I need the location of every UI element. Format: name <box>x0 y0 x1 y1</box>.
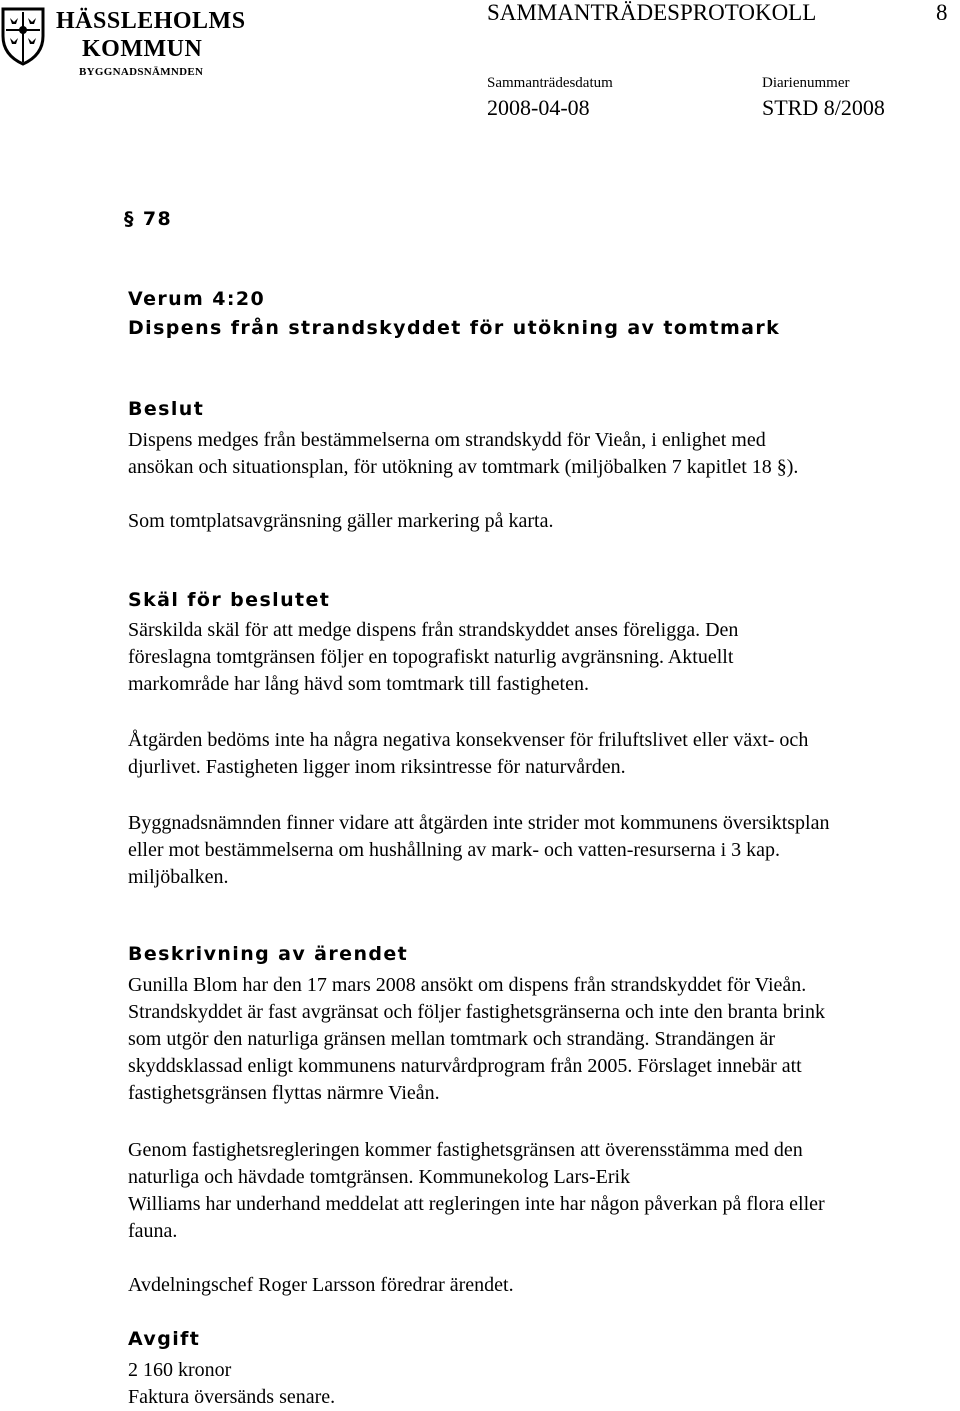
logo-line-3: BYGGNADSNÄMNDEN <box>79 66 204 78</box>
invoice-note: Faktura översänds senare. <box>128 1386 336 1408</box>
meeting-date: 2008-04-08 <box>487 95 590 120</box>
text-line: föreslagna tomtgränsen följer en topografiskt naturlig avgränsning. Aktuellt <box>128 646 734 668</box>
register-number: STRD 8/2008 <box>762 95 885 120</box>
municipality-logo <box>0 2 246 82</box>
text-line: Särskilda skäl för att medge dispens från strandskyddet anses föreligga. Den <box>128 619 739 641</box>
text-line: Åtgärden bedöms inte ha några negativa konsekvenser för friluftslivet eller växt- och <box>128 729 809 751</box>
avgift-details <box>128 1357 335 1411</box>
skal-paragraph-1 <box>128 617 738 698</box>
skal-paragraph-2 <box>128 727 808 781</box>
text-line: skyddsklassad enligt kommunens naturvårdprogram från 2005. Förslaget innebär att <box>128 1055 802 1077</box>
protocol-title: SAMMANTRÄDESPROTOKOLL <box>487 0 817 25</box>
coat-of-arms-icon <box>0 6 46 66</box>
case-title-line-2: Dispens från strandskyddet för utökning av tomtmark <box>128 317 781 339</box>
fee-amount: 2 160 kronor <box>128 1359 232 1381</box>
avgift-heading: Avgift <box>128 1328 201 1350</box>
register-number-label: Diarienummer <box>762 75 850 91</box>
beslut-paragraph-2: Som tomtplatsavgränsning gäller markering på karta. <box>128 510 554 532</box>
meeting-date-label: Sammanträdesdatum <box>487 75 613 91</box>
page-number: 8 <box>936 0 948 25</box>
text-line: fauna. <box>128 1220 178 1242</box>
text-line: miljöbalken. <box>128 866 229 888</box>
text-line: Gunilla Blom har den 17 mars 2008 ansökt om dispens från strandskyddet för Vieån. <box>128 974 807 996</box>
beslut-heading: Beslut <box>128 398 205 420</box>
text-line: som utgör den naturliga gränsen mellan tomtmark och strandäng. Strandängen är <box>128 1028 776 1050</box>
beskrivning-paragraph-3: Avdelningschef Roger Larsson föredrar ärendet. <box>128 1274 514 1296</box>
skal-heading: Skäl för beslutet <box>128 589 331 611</box>
text-line: ansökan och situationsplan, för utökning av tomtmark (miljöbalken 7 kapitlet 18 §). <box>128 456 799 478</box>
text-line: naturliga och hävdade tomtgränsen. Kommunekolog Lars-Erik <box>128 1166 631 1188</box>
text-line: Strandskyddet är fast avgränsat och följer fastighetsgränserna och inte den branta brink <box>128 1001 825 1023</box>
beslut-paragraph-1 <box>128 427 798 481</box>
logo-line-2: KOMMUN <box>82 36 203 62</box>
beskrivning-heading: Beskrivning av ärendet <box>128 943 409 965</box>
logo-line-1: HÄSSLEHOLMS <box>56 8 246 34</box>
text-line: markområde har lång hävd som tomtmark till fastigheten. <box>128 673 589 695</box>
paragraph-number: § 78 <box>124 208 173 230</box>
text-line: djurlivet. Fastigheten ligger inom riksintresse för naturvården. <box>128 756 626 778</box>
beskrivning-paragraph-2 <box>128 1137 825 1245</box>
text-line: Williams har underhand meddelat att regleringen inte har någon påverkan på flora eller <box>128 1193 825 1215</box>
beskrivning-paragraph-1 <box>128 972 825 1107</box>
skal-paragraph-3 <box>128 810 830 891</box>
text-line: Dispens medges från bestämmelserna om strandskydd för Vieån, i enlighet med <box>128 429 766 451</box>
text-line: Byggnadsnämnden finner vidare att åtgärden inte strider mot kommunens översiktsplan <box>128 812 830 834</box>
text-line: Genom fastighetsregleringen kommer fastighetsgränsen att överensstämma med den <box>128 1139 803 1161</box>
case-title-line-1: Verum 4:20 <box>128 288 266 310</box>
text-line: eller mot bestämmelserna om hushållning av mark- och vatten-resurserna i 3 kap. <box>128 839 781 861</box>
text-line: fastighetsgränsen flyttas närmre Vieån. <box>128 1082 440 1104</box>
